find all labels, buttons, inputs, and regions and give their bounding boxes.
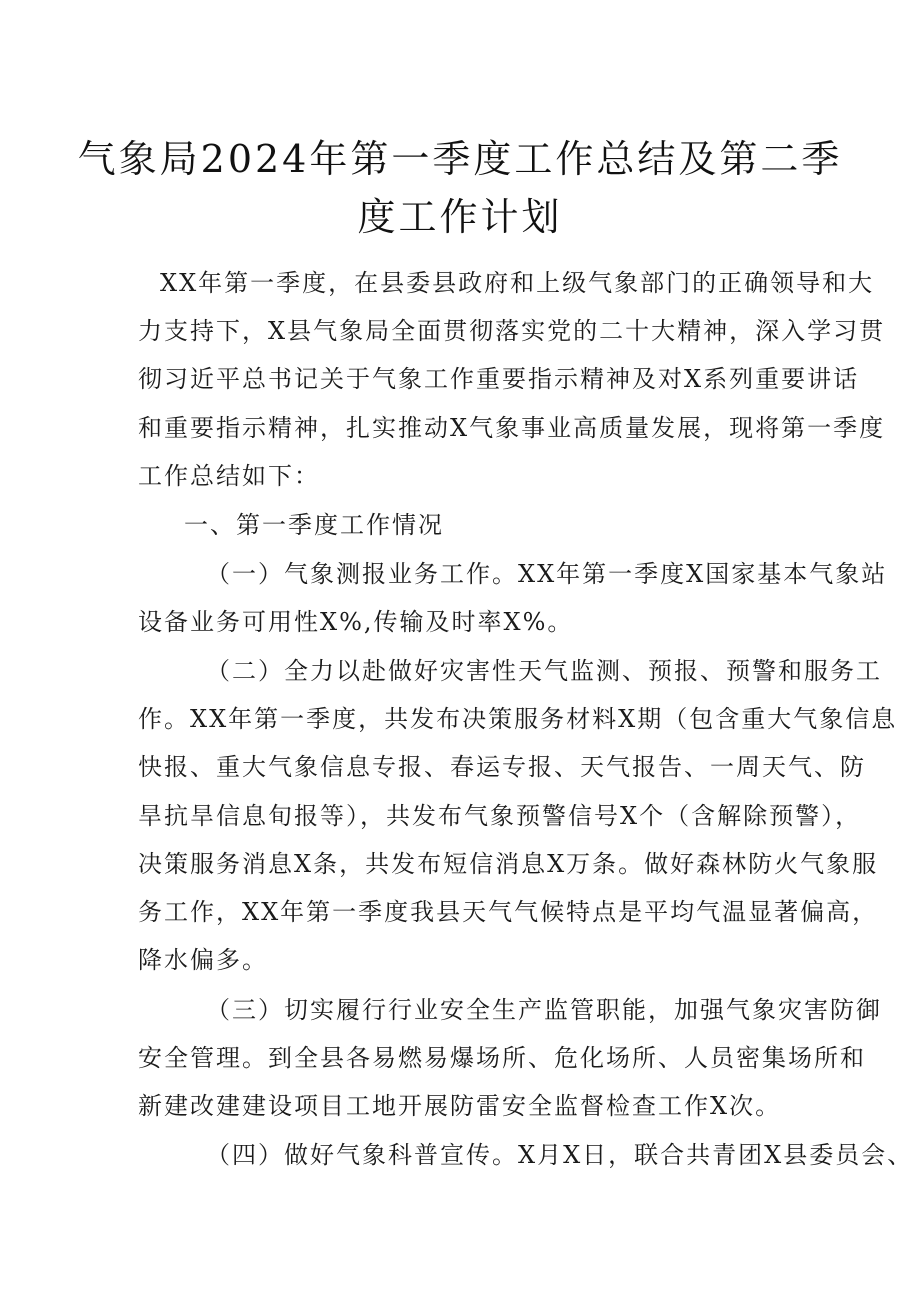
paragraph-line: 快报、重大气象信息专报、春运专报、天气报告、一周天气、防 xyxy=(138,753,866,781)
paragraph-line: （二）全力以赴做好灾害性天气监测、预报、预警和服务工 xyxy=(206,657,882,685)
paragraph-line: XX年第一季度，在县委县政府和上级气象部门的正确领导和大 xyxy=(160,269,875,297)
paragraph-line: 设备业务可用性X%,传输及时率X%。 xyxy=(138,608,574,636)
paragraph-line: 工作总结如下： xyxy=(138,462,320,490)
section-heading: 一、第一季度工作情况 xyxy=(184,511,444,539)
paragraph-line: 力支持下，X县气象局全面贯彻落实党的二十大精神，深入学习贯 xyxy=(138,317,886,345)
paragraph-line: 作。XX年第一季度，共发布决策服务材料X期（包含重大气象信息 xyxy=(138,705,898,733)
paragraph-line: （四）做好气象科普宣传。X月X日，联合共青团X县委员会、 xyxy=(206,1141,914,1169)
document-title-line-2: 度工作计划 xyxy=(357,195,563,239)
paragraph-line: 降水偏多。 xyxy=(138,946,268,974)
paragraph-line: 和重要指示精神，扎实推动X气象事业高质量发展，现将第一季度 xyxy=(138,414,886,442)
paragraph-line: 旱抗旱信息旬报等），共发布气象预警信号X个（含解除预警）， xyxy=(138,802,862,830)
paragraph-line: 彻习近平总书记关于气象工作重要指示精神及对X系列重要讲话 xyxy=(138,365,860,393)
paragraph-line: 决策服务消息X条，共发布短信消息X万条。做好森林防火气象服 xyxy=(138,850,879,878)
paragraph-line: 安全管理。到全县各易燃易爆场所、危化场所、人员密集场所和 xyxy=(138,1044,866,1072)
paragraph-line: 务工作，XX年第一季度我县天气气候特点是平均气温显著偏高， xyxy=(138,898,879,926)
paragraph-line: （一）气象测报业务工作。XX年第一季度X国家基本气象站 xyxy=(206,560,888,588)
document-title-line-1: 气象局2024年第一季度工作总结及第二季 xyxy=(77,137,843,181)
paragraph-line: （三）切实履行行业安全生产监管职能，加强气象灾害防御 xyxy=(206,996,882,1024)
paragraph-line: 新建改建建设项目工地开展防雷安全监督检查工作X次。 xyxy=(138,1092,782,1120)
